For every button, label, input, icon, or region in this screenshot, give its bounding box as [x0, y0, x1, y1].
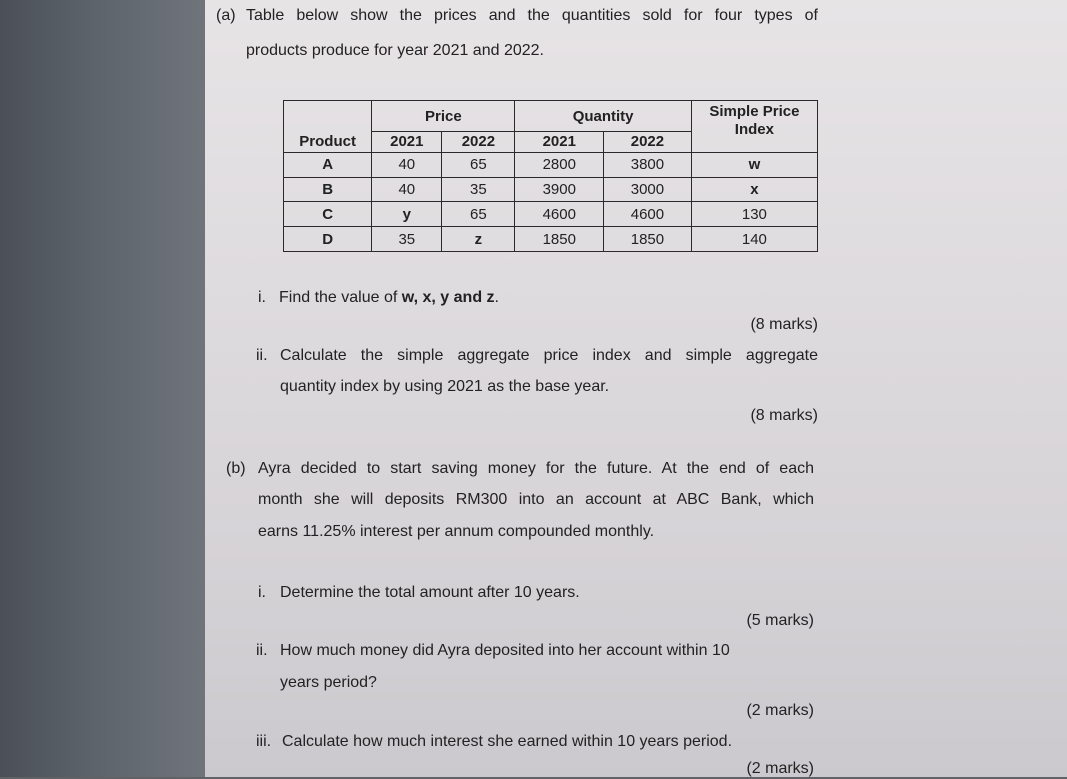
header-price: Price [372, 101, 515, 132]
header-spi-line2: Index [734, 121, 774, 138]
part-b-line1: Ayra decided to start saving money for the future. At the end of each [258, 460, 814, 477]
quantity-2021-cell: 2800 [515, 152, 604, 177]
header-spi-line1: Simple Price [709, 103, 800, 120]
question-b-i-marks: (5 marks) [746, 612, 814, 629]
table-row [284, 202, 818, 227]
price-2021-cell: y [372, 202, 442, 227]
question-b-ii-marks: (2 marks) [746, 702, 814, 719]
part-b-line3: earns 11.25% interest per annum compounded monthly. [258, 523, 655, 540]
part-b-line2: month she will deposits RM300 into an account at ABC Bank, which [258, 491, 814, 508]
background-surface [0, 0, 215, 777]
quantity-2021-cell: 3900 [515, 177, 604, 202]
part-a-label: (a) [216, 7, 236, 24]
part-a-intro-line1: Table below show the prices and the quantities sold for four types of [246, 7, 818, 24]
quantity-2021-cell: 4600 [515, 202, 604, 227]
question-b-i-text: Determine the total amount after 10 years. [280, 584, 580, 601]
quantity-2022-cell: 3000 [604, 177, 692, 202]
question-a-i-end: . [494, 289, 499, 306]
price-2022-cell: 65 [442, 202, 515, 227]
spi-cell: x [691, 177, 817, 202]
product-cell: D [284, 227, 372, 252]
question-a-i-text: Find the value of [279, 289, 398, 306]
price-2021-cell: 40 [372, 177, 442, 202]
question-a-i-and: and [453, 289, 483, 306]
header-quantity: Quantity [515, 101, 691, 132]
header-quantity-2022: 2022 [604, 132, 692, 153]
question-a-i-z: z [486, 289, 495, 306]
question-a-ii-line2: quantity index by using 2021 as the base year. [280, 378, 610, 395]
quantity-2021-cell: 1850 [515, 227, 604, 252]
product-cell: B [284, 177, 372, 202]
question-a-i-marks: (8 marks) [750, 316, 818, 333]
question-b-i-label: i. [258, 584, 266, 601]
header-price-2022: 2022 [442, 132, 515, 153]
table-row [284, 152, 818, 177]
product-cell: A [284, 152, 372, 177]
price-quantity-table [283, 100, 818, 252]
price-2022-cell: 35 [442, 177, 515, 202]
header-product: Product [284, 101, 372, 153]
question-a-i-label: i. [258, 289, 266, 306]
question-a-ii-label: ii. [256, 347, 268, 364]
price-2022-cell: 65 [442, 152, 515, 177]
price-2022-cell: z [442, 227, 515, 252]
question-a-i-vars: w, x, y [401, 289, 450, 306]
price-2021-cell: 40 [372, 152, 442, 177]
spi-cell: w [691, 152, 817, 177]
part-b-label: (b) [226, 460, 246, 477]
question-a-ii-marks: (8 marks) [750, 407, 818, 424]
quantity-2022-cell: 4600 [604, 202, 692, 227]
question-b-iii-text: Calculate how much interest she earned within 10 years period. [282, 733, 733, 750]
question-b-ii-label: ii. [256, 642, 268, 659]
question-b-iii-marks: (2 marks) [746, 760, 814, 777]
question-b-ii-line1: How much money did Ayra deposited into her account within 10 [280, 642, 730, 659]
quantity-2022-cell: 1850 [604, 227, 692, 252]
header-price-2021: 2021 [372, 132, 442, 153]
product-cell: C [284, 202, 372, 227]
table-row [284, 177, 818, 202]
table-row [284, 227, 818, 252]
header-quantity-2021: 2021 [515, 132, 604, 153]
spi-cell: 130 [691, 202, 817, 227]
price-2021-cell: 35 [372, 227, 442, 252]
question-b-ii-line2: years period? [280, 674, 377, 691]
spi-cell: 140 [691, 227, 817, 252]
quantity-2022-cell: 3800 [604, 152, 692, 177]
question-a-ii-line1: Calculate the simple aggregate price index and simple aggregate [280, 347, 818, 364]
header-simple-price-index [691, 101, 817, 153]
question-a-i [279, 288, 499, 308]
part-a-intro-line2: products produce for year 2021 and 2022. [246, 42, 544, 59]
question-b-iii-label: iii. [256, 733, 272, 750]
